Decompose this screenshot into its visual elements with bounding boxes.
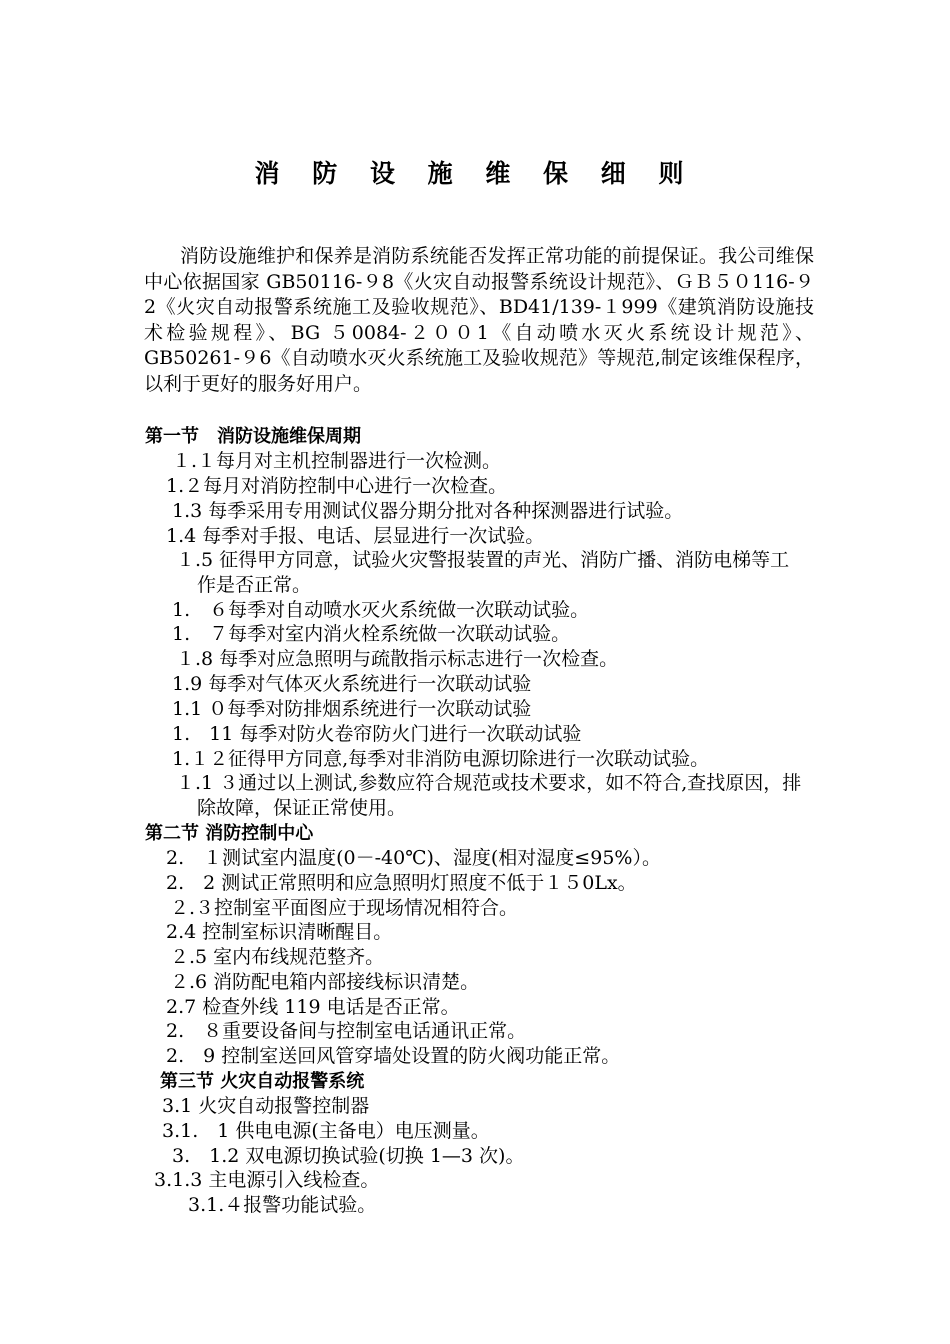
section-heading-1: 第一节 消防设施维保周期 [145, 426, 361, 447]
list-item-text: １.1 ３通过以上测试,参数应符合规范或技术要求，如不符合,查找原因，排除故障，保证正常使用。 [176, 772, 802, 819]
list-item: 1.１２征得甲方同意,每季对非消防电源切除进行一次联动试验。 [172, 748, 710, 770]
list-item: 1. 11 每季对防火卷帘防火门进行一次联动试验 [172, 723, 582, 745]
list-item: 2. 9 控制室送回风管穿墙处设置的防火阀功能正常。 [166, 1045, 621, 1067]
section-heading-3: 第三节 火灾自动报警系统 [160, 1071, 365, 1092]
list-item: 2. 2 测试正常照明和应急照明灯照度不低于１５0Lx。 [166, 872, 637, 894]
list-item: 1.２每月对消防控制中心进行一次检查。 [166, 475, 508, 497]
list-item: 1.4 每季对手报、电话、层显进行一次试验。 [166, 525, 545, 547]
list-item: 2. ８重要设备间与控制室电话通讯正常。 [166, 1020, 527, 1042]
list-item: 3. 1.2 双电源切换试验(切换 1—3 次)。 [172, 1145, 525, 1167]
list-item: １.１每月对主机控制器进行一次检测。 [172, 450, 502, 472]
list-item: 2. １测试室内温度(0－-40℃)、湿度(相对湿度≤95%）。 [166, 847, 661, 869]
list-item: 2.4 控制室标识清晰醒目。 [166, 921, 393, 943]
list-item: ２.6 消防配电箱内部接线标识清楚。 [170, 971, 480, 993]
intro-paragraph: 消防设施维护和保养是消防系统能否发挥正常功能的前提保证。我公司维保中心依据国家 GB50116-９8《火灾自动报警系统设计规范》、ＧＢ５０116-９2《火灾自动报警系统施工及验收规范》、BD41/139-１999《建筑消防设施技术检验规程》、BG ５0084-２００1《自动喷水灭火系统设计规范》、GB50261-９6《自动喷水灭火系统施工及验收规范》等规范,制定该维保程序，以利于更好的服务好用户。 [144, 245, 814, 395]
list-item: 1.1 ０每季对防排烟系统进行一次联动试验 [172, 698, 532, 720]
list-item [176, 771, 808, 821]
list-item: 3.1.3 主电源引入线检查。 [154, 1169, 380, 1191]
list-item: 1. ７每季对室内消火栓系统做一次联动试验。 [172, 623, 571, 645]
list-item: 1.3 每季采用专用测试仪器分期分批对各种探测器进行试验。 [172, 500, 684, 522]
list-item-text: １.5 征得甲方同意，试验火灾警报装置的声光、消防广播、消防电梯等工作是否正常。 [176, 549, 790, 596]
list-item: 1. ６每季对自动喷水灭火系统做一次联动试验。 [172, 599, 590, 621]
list-item: １.8 每季对应急照明与疏散指示标志进行一次检查。 [176, 648, 619, 670]
list-item: 3.1. 1 供电电源(主备电）电压测量。 [162, 1120, 490, 1142]
list-item [176, 548, 808, 598]
list-item: 1.9 每季对气体灭火系统进行一次联动试验 [172, 673, 532, 695]
list-item: 3.1.４报警功能试验。 [188, 1194, 377, 1216]
document-title: 消 防 设 施 维 保 细 则 [254, 159, 696, 188]
section-heading-2: 第二节 消防控制中心 [145, 823, 314, 844]
list-item: ２.5 室内布线规范整齐。 [170, 946, 385, 968]
list-item: 3.1 火灾自动报警控制器 [162, 1095, 370, 1117]
list-item: 2.7 检查外线 119 电话是否正常。 [166, 996, 460, 1018]
list-item: ２.３控制室平面图应于现场情况相符合。 [170, 897, 519, 919]
